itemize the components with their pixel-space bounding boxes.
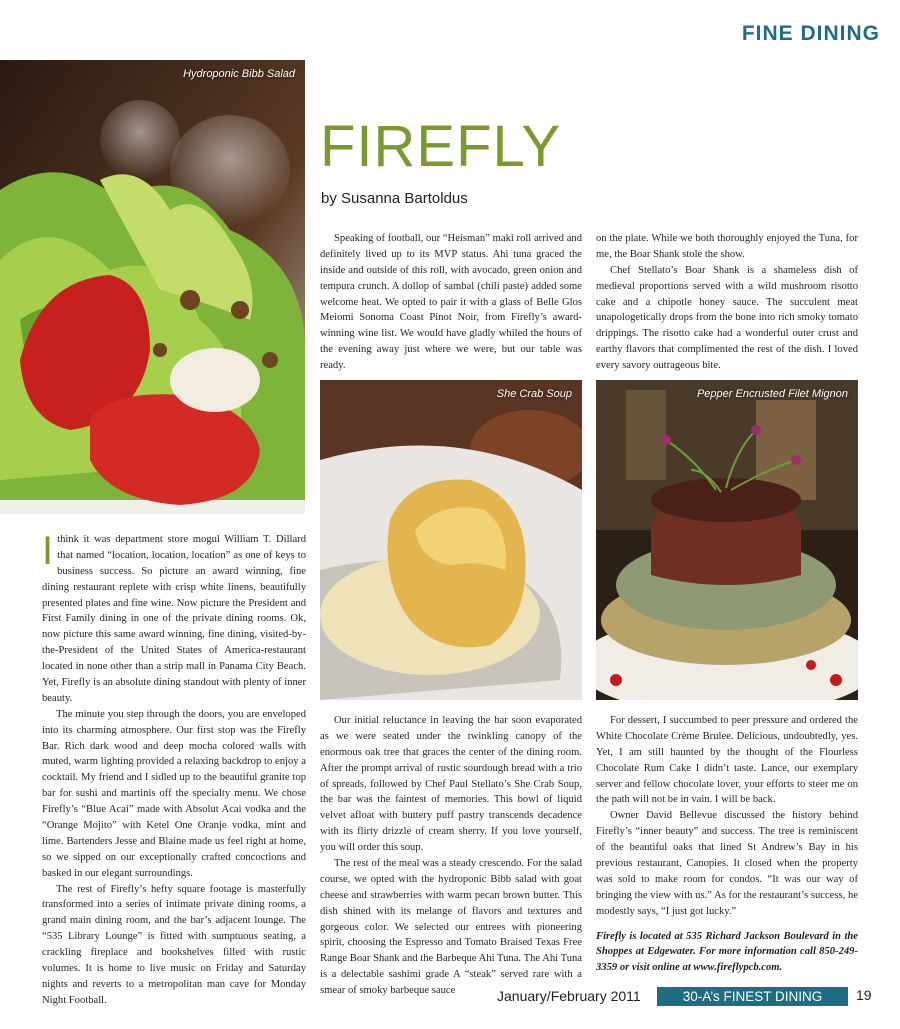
salad-illustration xyxy=(0,60,305,514)
publication-name: 30-A’s FINEST DINING xyxy=(657,987,848,1006)
photo-caption: She Crab Soup xyxy=(496,388,572,400)
right-column-bottom xyxy=(596,713,858,976)
drop-cap: I xyxy=(42,529,54,573)
body-paragraph: Chef Stellato’s Boar Shank is a shameless dish of medieval proportions served with a wild mushroom risotto cake and a chipotle honey sauce. The succulent meat unapologetically drops from the bone into rich smoky tomato drippings. The risotto cake had a wonderful outer crust and earthy flavors that complimented the rest of the dish. I loved every savory outrageous bite. xyxy=(596,264,858,372)
body-paragraph: The minute you step through the doors, you are enveloped into its charming atmosphere. Our first stop was the Firefly Bar. Rich dark wood and deep mocha colored walls with muted, warm lighting provided a relaxing backdrop to enjoy a cocktail. My friend and I sidled up to the beautiful granite top bar for sushi and martinis off the specialty menu. We chose Firefly’s “Blue Acai” made with Absolut Acai vodka and the “Orange Mojito” with Ketel One Oranje vodka, mint and lime. Bartenders Jesse and Blaine made us feel right at home, so we sipped on our exceptionally crafted concoctions and basked in our elegant surroundings. xyxy=(42,708,306,879)
body-paragraph: on the plate. While we both thoroughly enjoyed the Tuna, for me, the Boar Shank stole the show. xyxy=(596,233,858,260)
body-paragraph: The rest of Firefly’s hefty square footage is masterfully transformed into a series of intimate private dining rooms, a grand main dining room, and the bar’s adjacent lounge. The “535 Library Lounge” is fitted with sumptuous seating, a crackling fireplace and bookshelves filled with rustic volumes. It is home to live music on Friday and Saturday nights and reverts to a metropolitan man cave for Monday Night Football. xyxy=(42,883,306,1006)
middle-column-bottom xyxy=(320,713,582,999)
body-paragraph: Speaking of football, our “Heisman” maki roll arrived and definitely lived up to its MVP status. Ahi tuna graced the inside and outside of this roll, with avocado, green onion and tempura crunch. A dollop of sambal (chili paste) added some welcome heat. We opted to pair it with a glass of Belle Glos Meiomi Sonoma Coast Pinot Noir, from Firefly’s award-winning wine list. We would have gladly whiled the hours of the evening away just where we were, but our table was ready. xyxy=(320,233,582,372)
body-paragraph: Our initial reluctance in leaving the bar soon evaporated as we were seated under the twinkling canopy of the enormous oak tree that graces the center of the dining room. After the prompt arrival of rustic sourdough bread with a trio of spreads, followed by Chef Paul Stellato’s She Crab Soup, the bar was the faintest of memories. This bowl of liquid velvet afloat with buttery puff pastry transcends decadence with its flirty drizzle of cream sherry. If you love yourself, you will order this soup. xyxy=(320,715,582,854)
body-paragraph: Owner David Bellevue discussed the history behind Firefly’s “inner beauty” and success. The tree is reminiscent of the beautiful oaks that lined St Andrew’s Bay in his previous restaurant, Canopies. It closed when the property was sold to make room for condos. “It was our way of bringing the view with us.” As for the restaurant’s success, he modestly says, “I just got lucky.” xyxy=(596,810,858,917)
issue-date: January/February 2011 xyxy=(497,988,641,1004)
page-number: 19 xyxy=(856,987,872,1003)
photo-caption: Hydroponic Bibb Salad xyxy=(183,68,295,80)
body-paragraph: The rest of the meal was a steady crescendo. For the salad course, we opted with the hydroponic Bibb salad with goat cheese and strawberries with warm pecan brown butter. This dish shined with its melange of flavors and textures and gorgeous color. We selected our entrees with pioneering spirit, choosing the Espresso and Tomato Braised Texas Free Range Boar Shank and the Barbeque Ahi Tuna. The Ahi Tuna is a delectable sashimi grade A “steak” served rare with a smear of smoky barbeque sauce xyxy=(320,858,582,997)
filet-photo xyxy=(596,380,858,700)
soup-illustration xyxy=(320,380,582,700)
restaurant-info: Firefly is located at 535 Richard Jackson Boulevard in the Shoppes at Edgewater. For more information call 850-249-3359 or visit online at www.fireflypcb.com. xyxy=(596,930,858,974)
article-title: FIREFLY xyxy=(320,114,562,179)
article-byline: by Susanna Bartoldus xyxy=(321,190,468,207)
section-label: FINE DINING xyxy=(741,22,880,45)
right-column-top xyxy=(596,231,858,374)
soup-photo xyxy=(320,380,582,700)
salad-photo xyxy=(0,60,305,514)
body-paragraph: For dessert, I succumbed to peer pressure and ordered the White Chocolate Crème Brulee. Delicious, undoubtedly, yes. Yet, I am still haunted by the thought of the Flourless Chocolate Rum Cake I didn’t taste. Lance, our exemplary server and fellow chocolate lover, your efforts to steer me on the path will not be in vain. I will be back. xyxy=(596,715,858,806)
filet-illustration xyxy=(596,380,858,700)
left-column xyxy=(42,529,306,1009)
middle-column-top xyxy=(320,231,582,374)
photo-caption: Pepper Encrusted Filet Mignon xyxy=(696,388,848,400)
intro-paragraph: Ithink it was department store mogul William T. Dillard that named “location, location, location” as one of keys to business success. So picture an award winning, fine dining restaurant replete with crisp white linens, beautifully presented plates and fine wine. Now picture the President and First Family dining in one of the private dining rooms. Ok, now picture this same award winning, fine dining, visited-by-the-President of the United States of America-restaurant located in none other than a strip mall in Panama City Beach. Yet, Firefly is an absolute dining standout with plenty of inner beauty. xyxy=(42,529,306,704)
